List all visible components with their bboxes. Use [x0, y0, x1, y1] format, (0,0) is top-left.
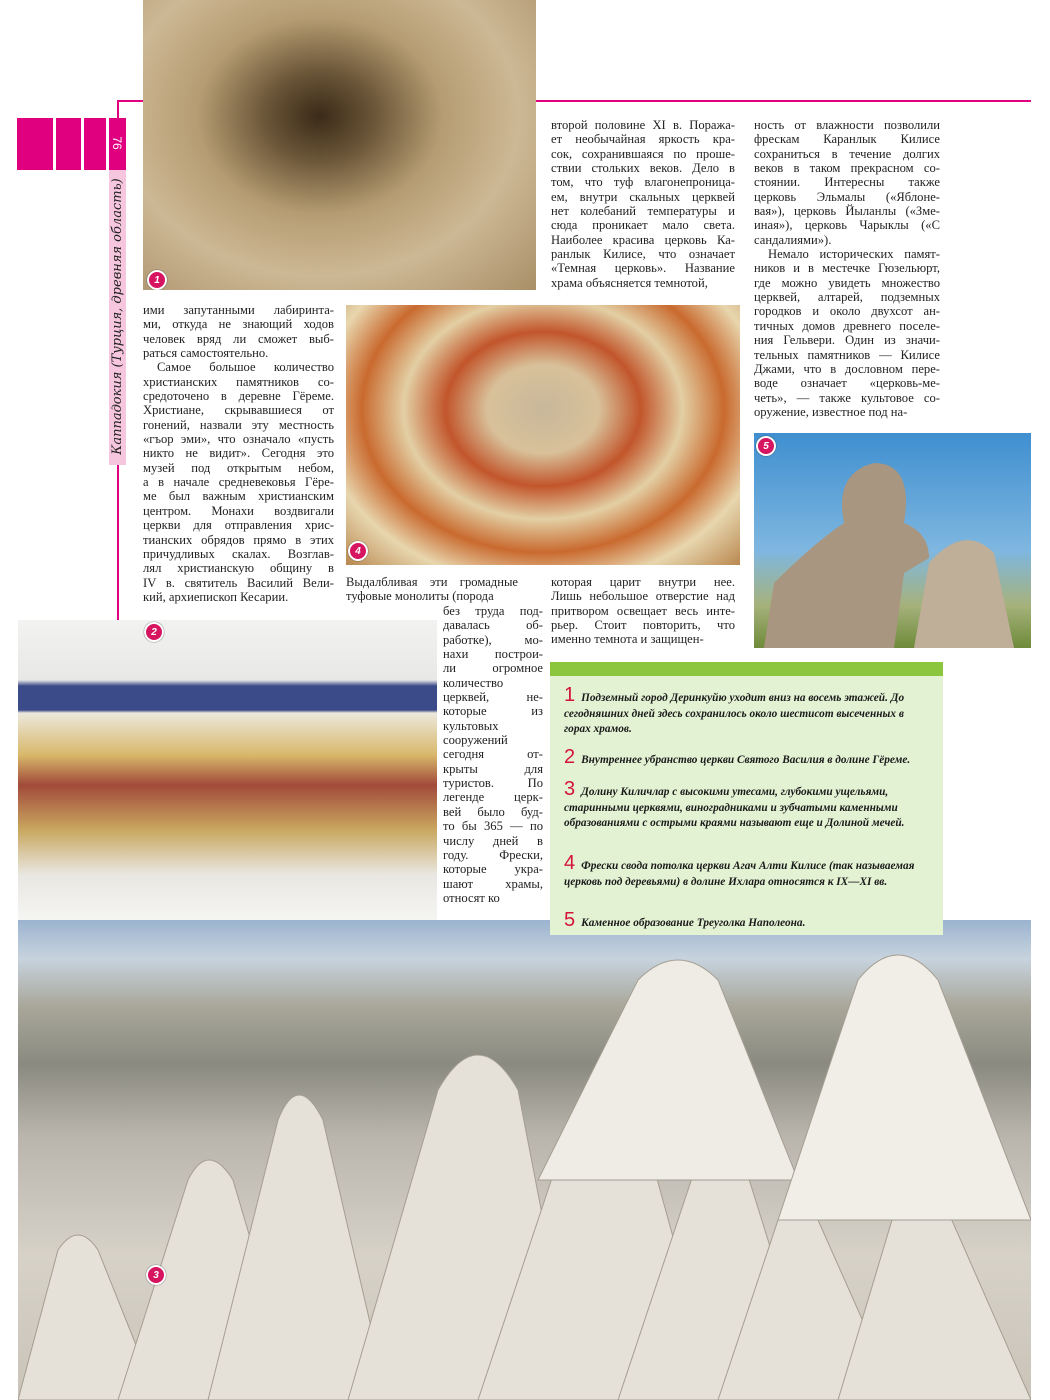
text-line: храма объясняется темнотой,: [551, 275, 708, 290]
photo-number-badge: 2: [144, 622, 164, 642]
text-line: городков и около двухсот ан-: [754, 304, 940, 319]
text-line: а в начале средневековья Гёре-: [143, 475, 334, 490]
text-line: без труда под-: [443, 604, 543, 618]
text-line: музей под открытым небом,: [143, 460, 334, 475]
text-line: церквей, алтарей, подземных: [754, 290, 940, 305]
text-line: христианских памятников со-: [143, 374, 334, 389]
text-line: второй половине XI в. Поража-: [551, 118, 735, 132]
text-line: сооружений: [443, 733, 508, 748]
text-line: ния Гельвери. Один из значи-: [754, 333, 940, 348]
text-line: Самое большое количество: [157, 360, 334, 375]
text-line: которые укра-: [443, 862, 543, 877]
text-line: нахи построи-: [443, 647, 543, 662]
text-column-2-top: [346, 575, 518, 604]
text-line: стоянии. Интересны также: [754, 175, 940, 190]
text-line: нет колебаний температуры и: [551, 204, 735, 219]
text-line: рьер. Стоит повторить, что: [551, 618, 735, 633]
text-line: ем, внутри скальных церквей: [551, 189, 735, 204]
text-line: оружение, известное под на-: [754, 404, 908, 419]
caption-number: 3: [564, 778, 576, 800]
text-line: ранлык Килисе, что означает: [551, 247, 735, 262]
caption-item: [564, 852, 931, 890]
text-line: вая»), церковь Йыланлы («Зме-: [754, 204, 940, 219]
text-line: IV в. святитель Василий Вели-: [143, 575, 334, 590]
text-line: воде означает «церковь-ме-: [754, 376, 940, 391]
text-line: легенде церк-: [443, 790, 543, 805]
caption-number: 5: [564, 909, 576, 931]
caption-number: 4: [564, 852, 576, 874]
text-line: числу дней в: [443, 833, 543, 848]
text-line: церковь Эльмалы («Яблоне-: [754, 189, 940, 204]
text-line: году. Фрески,: [443, 847, 543, 862]
header-rule-right: [536, 100, 1031, 102]
caption-text: Подземный город Деринкуйю уходит вниз на восемь этажей. До сегодняшних дней здесь сохранилось около шестисот высеченных в горах храмов.: [564, 692, 905, 735]
text-line: именно темнота и защищен-: [551, 632, 704, 647]
text-line: человек вряд ли сможет выб-: [143, 331, 334, 346]
text-line: работке), мо-: [443, 632, 543, 647]
text-line: относят ко: [443, 890, 500, 905]
text-line: средоточено в деревне Гёреме.: [143, 389, 334, 404]
photo-rock-formation: [754, 433, 1031, 648]
photo-number-badge: 5: [756, 436, 776, 456]
text-line: Джами, что в дословном пере-: [754, 361, 940, 376]
text-column-3-bottom: [551, 575, 735, 647]
text-line: четь», — также культовое со-: [754, 390, 940, 405]
text-line: Лишь небольшое отверстие над: [551, 589, 735, 604]
text-line: причудливых скалах. Возглав-: [143, 546, 334, 561]
text-line: туфовые монолиты (порода: [346, 589, 494, 604]
text-column-4: [754, 118, 940, 419]
text-line: лял христианскую общину в: [143, 561, 334, 576]
text-line: гонений, назвали эту местность: [143, 417, 334, 432]
header-block: [56, 118, 81, 170]
photo-underground-city: [143, 0, 536, 290]
photo-number-badge: 3: [146, 1265, 166, 1285]
text-line: том, что туф влагонепроница-: [551, 175, 735, 190]
captions-header-bar: [550, 662, 943, 676]
caption-item: [564, 778, 931, 830]
rock-cones-illustration: [18, 920, 1031, 1400]
text-line: веков в таком прекрасном со-: [754, 161, 940, 176]
photo-valley-landscape: [18, 920, 1031, 1400]
rock-illustration: [754, 433, 1031, 648]
text-line: «гъор эми», что означало «пусть: [143, 432, 334, 447]
text-line: где можно увидеть множество: [754, 275, 940, 290]
photo-church-interior: [18, 620, 437, 920]
caption-item: [564, 909, 931, 932]
text-line: вей было буд-: [443, 804, 543, 819]
text-line: сандалиями»).: [754, 232, 832, 247]
text-line: тианских обрядов прямо в этих: [143, 532, 334, 547]
text-line: кий, архиепископ Кесарии.: [143, 589, 289, 604]
caption-number: 1: [564, 684, 576, 706]
text-line: ме был важным христианским: [143, 489, 334, 504]
text-line: Немало исторических памят-: [768, 247, 940, 262]
text-line: ли огромное: [443, 661, 543, 676]
text-line: ими запутанными лабиринта-: [143, 303, 334, 317]
text-line: иная»), церковь Чарыклы («С: [754, 218, 940, 233]
caption-text: Внутреннее убранство церкви Святого Василия в долине Гёреме.: [581, 754, 911, 766]
text-line: Христиане, скрывавшиеся от: [143, 403, 334, 418]
text-line: раться самостоятельно.: [143, 346, 269, 361]
text-line: то бы 365 — по: [443, 819, 543, 834]
text-line: церкви для отправления хрис-: [143, 518, 334, 533]
text-line: сохраниться в течение долгих: [754, 146, 940, 161]
text-line: никто не видит». Сегодня это: [143, 446, 334, 461]
text-column-1: [143, 303, 334, 604]
photo-number-badge: 1: [147, 270, 167, 290]
caption-text: Долину Киличлар с высокими утесами, глубокими ущельями, старинными церквями, виноградниками и зубчатыми каменными образованиями с острыми краями называют еще и Долиной мечей.: [564, 786, 905, 829]
text-line: ников и в местечке Гюзельюрт,: [754, 261, 940, 276]
page-number: 76: [110, 136, 124, 150]
caption-item: [564, 746, 931, 769]
text-line: притвором освещает весь инте-: [551, 603, 735, 618]
text-line: ствии стольких веков. Дело в: [551, 161, 735, 176]
text-line: сегодня от-: [443, 747, 543, 762]
caption-text: Фрески свода потолка церкви Агач Алти Килисе (так называемая церковь под деревьями) в долине Ихлара относятся к IX—XI вв.: [564, 860, 915, 888]
text-line: культовых: [443, 718, 499, 733]
caption-text: Каменное образование Треуголка Наполеона.: [581, 917, 806, 929]
text-line: туристов. По: [443, 776, 543, 791]
text-column-3-top: [551, 118, 735, 290]
header-rule-left: [117, 100, 143, 102]
text-line: ми, откуда не знающий ходов: [143, 317, 334, 332]
header-block: [17, 118, 53, 170]
text-line: ность от влажности позволили: [754, 118, 940, 132]
caption-number: 2: [564, 746, 576, 768]
section-title: Каппадокия (Турция, древняя область): [110, 178, 125, 455]
text-column-2-narrow: [443, 604, 543, 905]
caption-item: [564, 684, 931, 736]
text-line: фрескам Каранлык Килисе: [754, 132, 940, 147]
text-line: тичных домов древнего поселе-: [754, 318, 940, 333]
text-line: сюда проникает мало света.: [551, 218, 735, 233]
text-line: центром. Монахи воздвигали: [143, 503, 334, 518]
text-line: которая царит внутри нее.: [551, 575, 735, 589]
header-block: [84, 118, 106, 170]
text-line: «Темная церковь». Название: [551, 261, 735, 276]
text-line: сок, сохранившаяся по проше-: [551, 146, 735, 161]
text-line: количество: [443, 675, 504, 690]
photo-number-badge: 4: [348, 541, 368, 561]
text-line: шают храмы,: [443, 876, 543, 891]
text-line: крыты для: [443, 761, 543, 776]
photo-ceiling-fresco: [346, 305, 740, 565]
text-line: ет необычайная яркость кра-: [551, 132, 735, 147]
text-line: церквей, не-: [443, 690, 543, 705]
text-line: которые из: [443, 704, 543, 719]
text-line: тельных памятников — Килисе: [754, 347, 940, 362]
text-line: Выдалбливая эти громадные: [346, 575, 518, 589]
photo-captions-box: [550, 662, 943, 935]
text-line: Наиболее красива церковь Ка-: [551, 232, 735, 247]
text-line: давалась об-: [443, 618, 543, 633]
